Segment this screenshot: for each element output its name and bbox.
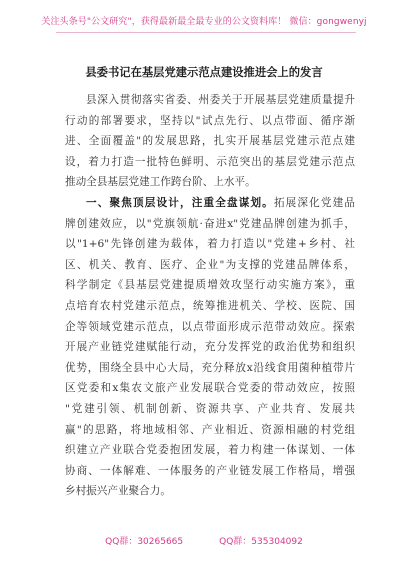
paragraph-line: 区党委和x集农文旅产业发展联合党委的带动效应，按照 xyxy=(65,382,355,395)
paragraph-line: 乡村振兴产业聚合力。 xyxy=(65,485,171,498)
document-body xyxy=(65,90,355,502)
paragraph-line: 优势，围绕全县中心大局，充分释放x沿线食用菌种植带片 xyxy=(65,361,355,374)
document-title: 县委书记在基层党建示范点建设推进会上的发言 xyxy=(85,65,323,79)
header-promo-text: 关注头条号"公文研究"，获得最新最全最专业的公文资料库！ 微信：gongwenyj xyxy=(41,17,367,27)
paragraph-line: 点培育农村党建示范点，统筹推进机关、学校、医院、国 xyxy=(65,299,355,312)
paragraph-line: "党建引领、机制创新、资源共享、产业共育、发展共 xyxy=(65,402,355,415)
paragraph-line: 企等领域党建示范点，以点带面形成示范带动效应。探索 xyxy=(65,320,355,333)
paragraph-line: 以"1+6"先锋创建为载体，着力打造以"党建+乡村、社 xyxy=(65,238,355,251)
paragraph-line: 进、全面覆盖"的发展思路，扎实开展基层党建示范点建 xyxy=(65,135,355,148)
header-divider xyxy=(56,32,356,33)
paragraph-line: 织建立产业联合党委抱团发展，着力构建一体谋划、一体 xyxy=(65,444,355,457)
section-heading: 一、聚焦顶层设计，注重全盘谋划。 xyxy=(86,196,274,209)
section-heading-continuation: 拓展深化党建品 xyxy=(273,196,355,209)
paragraph-line: 设，着力打造一批特色鲜明、示范突出的基层党建示范点 xyxy=(65,155,355,168)
footer-qq-group-2: QQ群：535304092 xyxy=(219,537,303,547)
paragraph-line: 开展产业链党建赋能行动，充分发挥党的政治优势和组织 xyxy=(65,341,355,354)
paragraph-line: 科学制定《县基层党建提质增效攻坚行动实施方案》，重 xyxy=(65,279,355,292)
paragraph-line: 推动全县基层党建工作跨台阶、上水平。 xyxy=(65,176,256,189)
section-heading-line xyxy=(65,193,355,214)
paragraph-line: 赢"的思路，将地域相邻、产业相近、资源相融的村党组 xyxy=(65,423,355,436)
footer-qq-group-1: QQ群：30265665 xyxy=(105,537,184,547)
paragraph-line: 行动的部署要求，坚持以"试点先行、以点带面、循序渐 xyxy=(65,114,355,127)
paragraph-line: 协商、一体解难、一体服务的产业链发展工作格局，增强 xyxy=(65,464,355,477)
footer-contact xyxy=(0,534,408,547)
paragraph-line: 区、机关、教育、医疗、企业"为支撑的党建品牌体系， xyxy=(65,258,355,271)
paragraph-line: 牌创建效应，以"党旗领航·奋进x"党建品牌创建为抓手， xyxy=(65,217,355,230)
paragraph-line: 县深入贯彻落实省委、州委关于开展基层党建质量提升 xyxy=(86,94,355,106)
